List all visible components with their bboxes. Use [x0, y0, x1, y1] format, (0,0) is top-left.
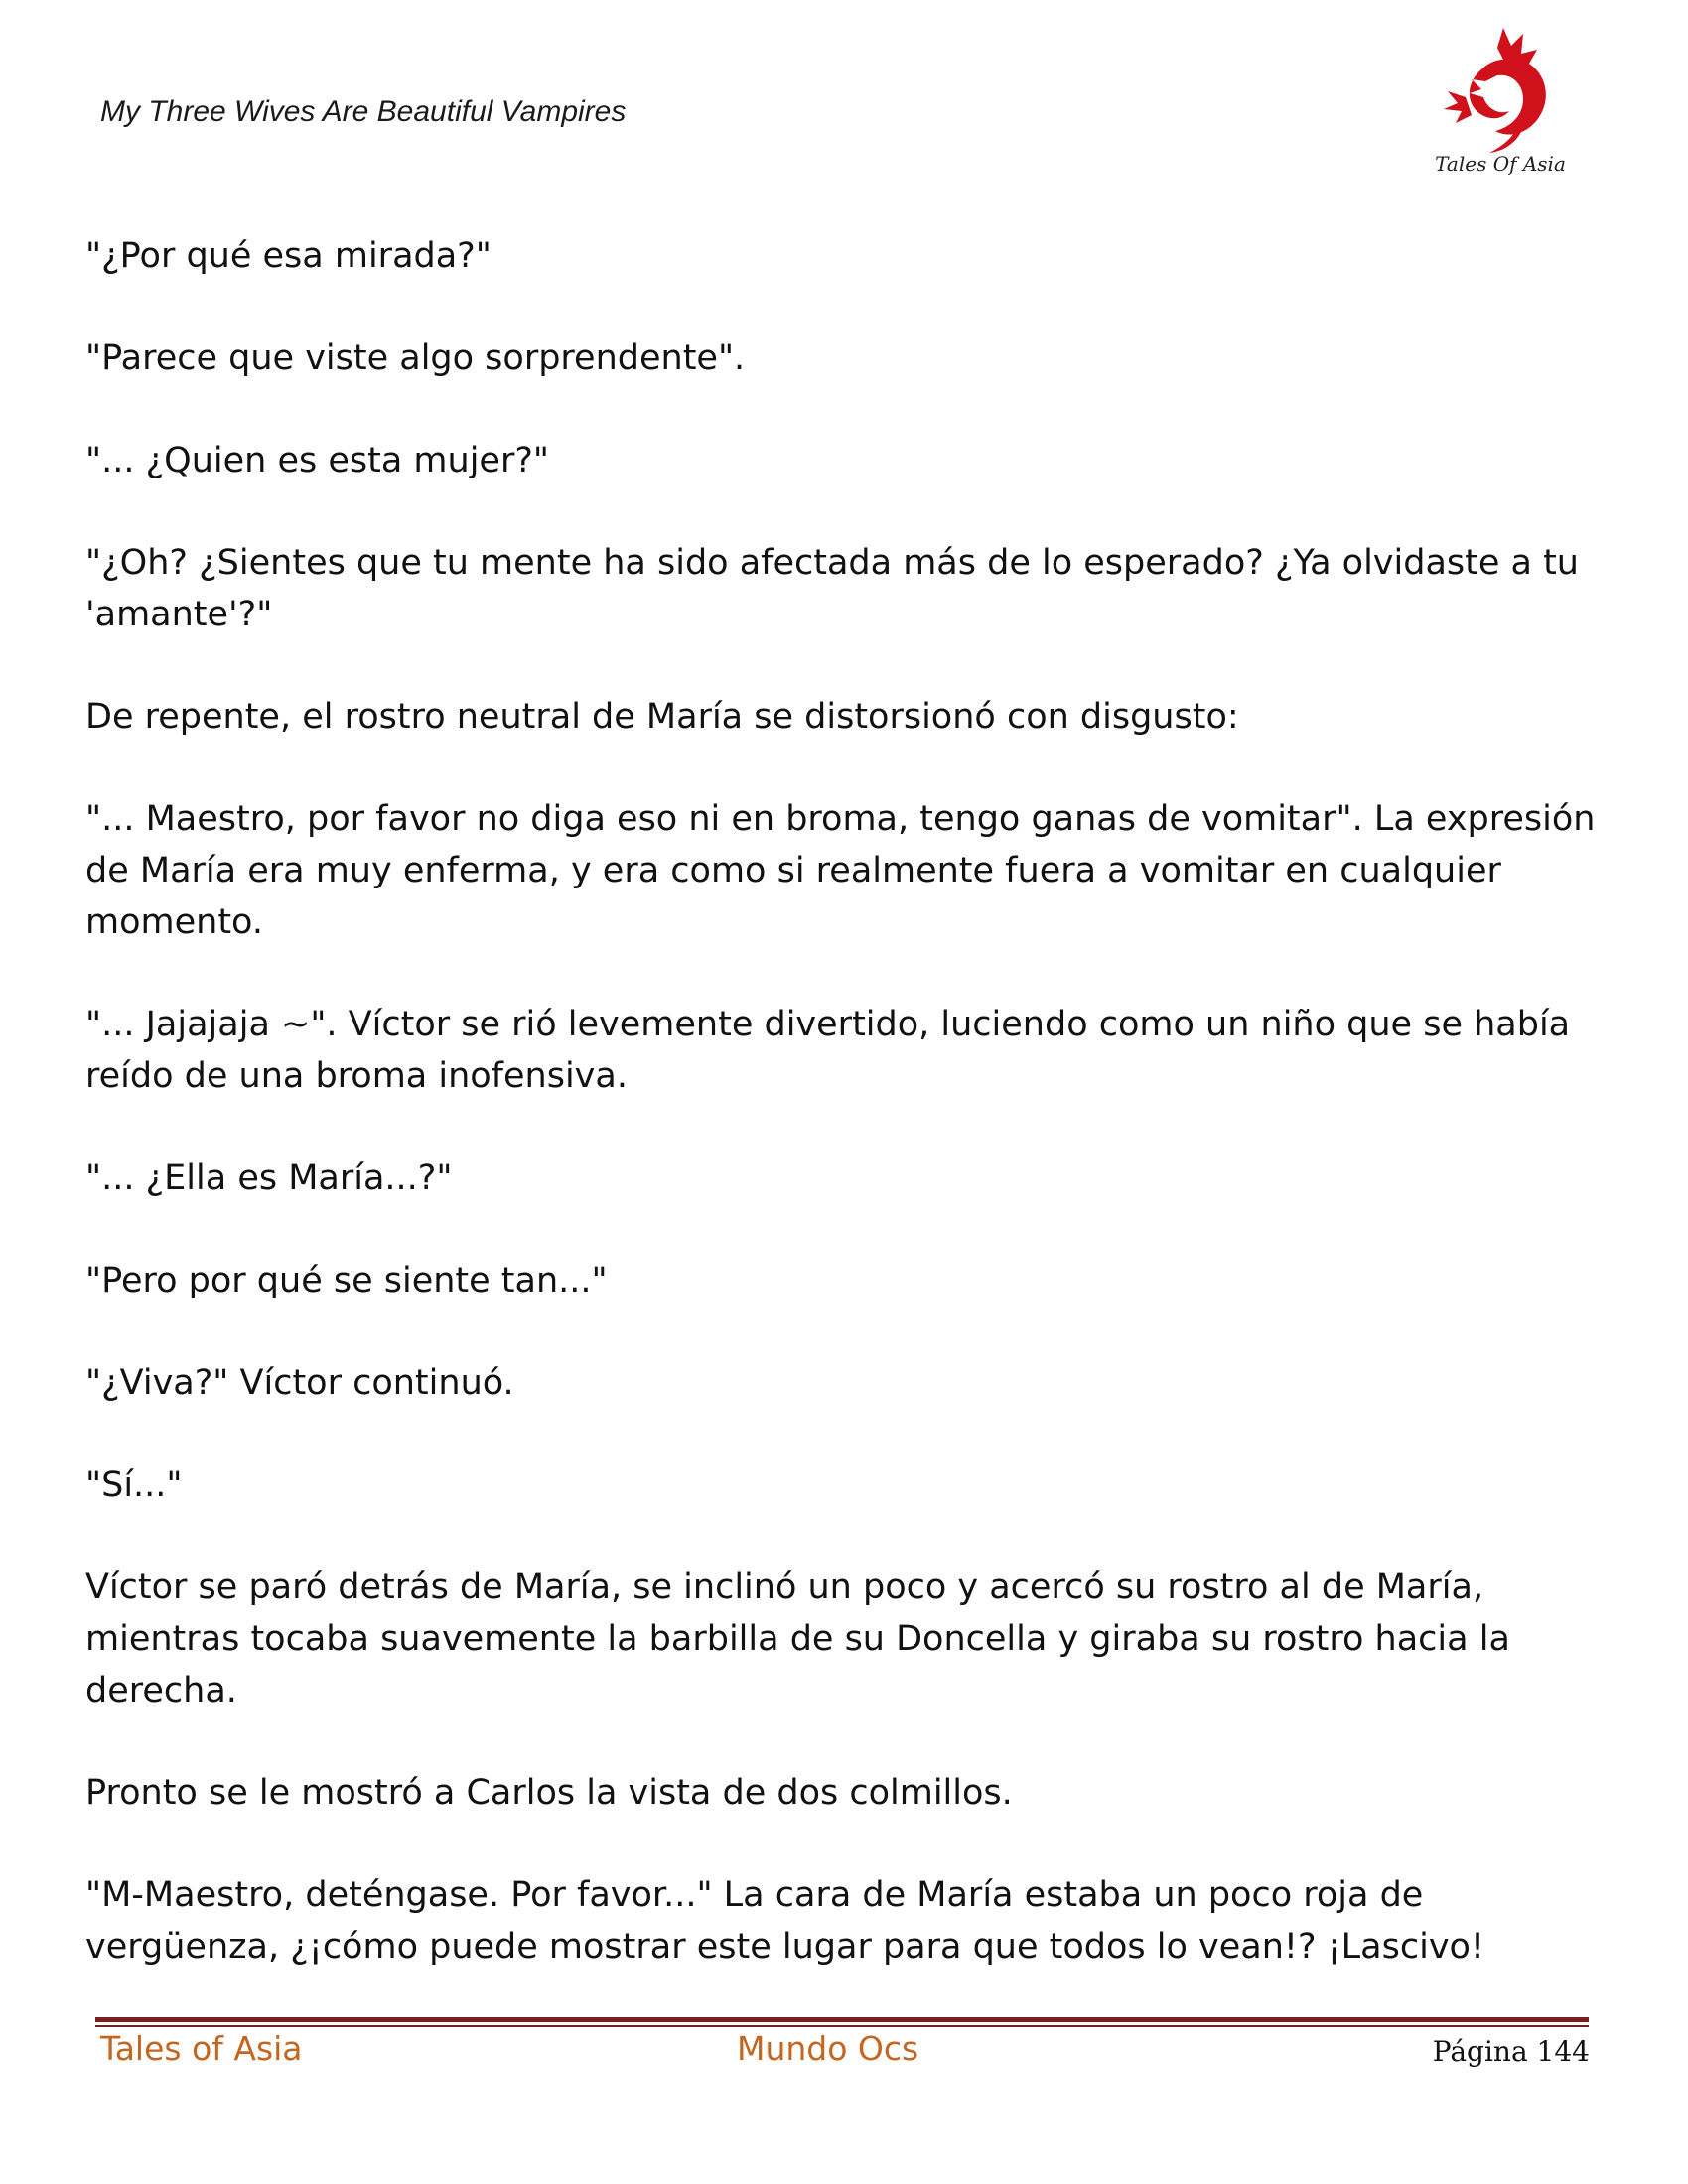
- red-dragon-icon: [1426, 20, 1575, 179]
- document-header-title: My Three Wives Are Beautiful Vampires: [100, 95, 627, 128]
- footer-section-name: Mundo Ocs: [737, 2029, 919, 2068]
- logo-text: Tales Of Asia: [1435, 152, 1566, 176]
- footer-rule-thin: [95, 2025, 1589, 2027]
- paragraph: De repente, el rostro neutral de María se distorsionó con disgusto:: [85, 697, 1239, 737]
- footer-site-name: Tales of Asia: [100, 2029, 303, 2068]
- page-number: Página 144: [1432, 2035, 1590, 2068]
- paragraph: Pronto se le mostró a Carlos la vista de dos colmillos.: [85, 1773, 1013, 1813]
- paragraph: "¿Viva?" Víctor continuó.: [85, 1363, 514, 1403]
- paragraph: "... Jajajaja ~". Víctor se rió levemente divertido, luciendo como un niño que se había reído de una broma inofensiva.: [85, 1005, 1571, 1096]
- paragraph: "Pero por qué se siente tan...": [85, 1261, 608, 1300]
- paragraph: "¿Por qué esa mirada?": [85, 236, 492, 276]
- paragraph: "Sí...": [85, 1465, 183, 1505]
- paragraph: "... ¿Ella es María...?": [85, 1159, 453, 1198]
- paragraph: "¿Oh? ¿Sientes que tu mente ha sido afectada más de lo esperado? ¿Ya olvidaste a tu 'amante'?": [85, 543, 1579, 634]
- paragraph: "M-Maestro, deténgase. Por favor..." La cara de María estaba un poco roja de vergüenza, ¿¡cómo puede mostrar este lugar para que todos lo vean!? ¡Lascivo!: [85, 1875, 1484, 1967]
- paragraph: "... ¿Quien es esta mujer?": [85, 441, 550, 480]
- document-body: [85, 230, 1619, 2019]
- paragraph: Víctor se paró detrás de María, se inclinó un poco y acercó su rostro al de María, mientras tocaba suavemente la barbilla de su Doncella y giraba su rostro hacia la derecha.: [85, 1568, 1510, 1710]
- paragraph: "Parece que viste algo sorprendente".: [85, 339, 746, 378]
- tales-of-asia-logo: [1426, 20, 1575, 179]
- footer-rule-thick: [95, 2017, 1589, 2022]
- paragraph: "... Maestro, por favor no diga eso ni en broma, tengo ganas de vomitar". La expresión de María era muy enferma, y era como si realmente fuera a vomitar en cualquier momento.: [85, 799, 1596, 942]
